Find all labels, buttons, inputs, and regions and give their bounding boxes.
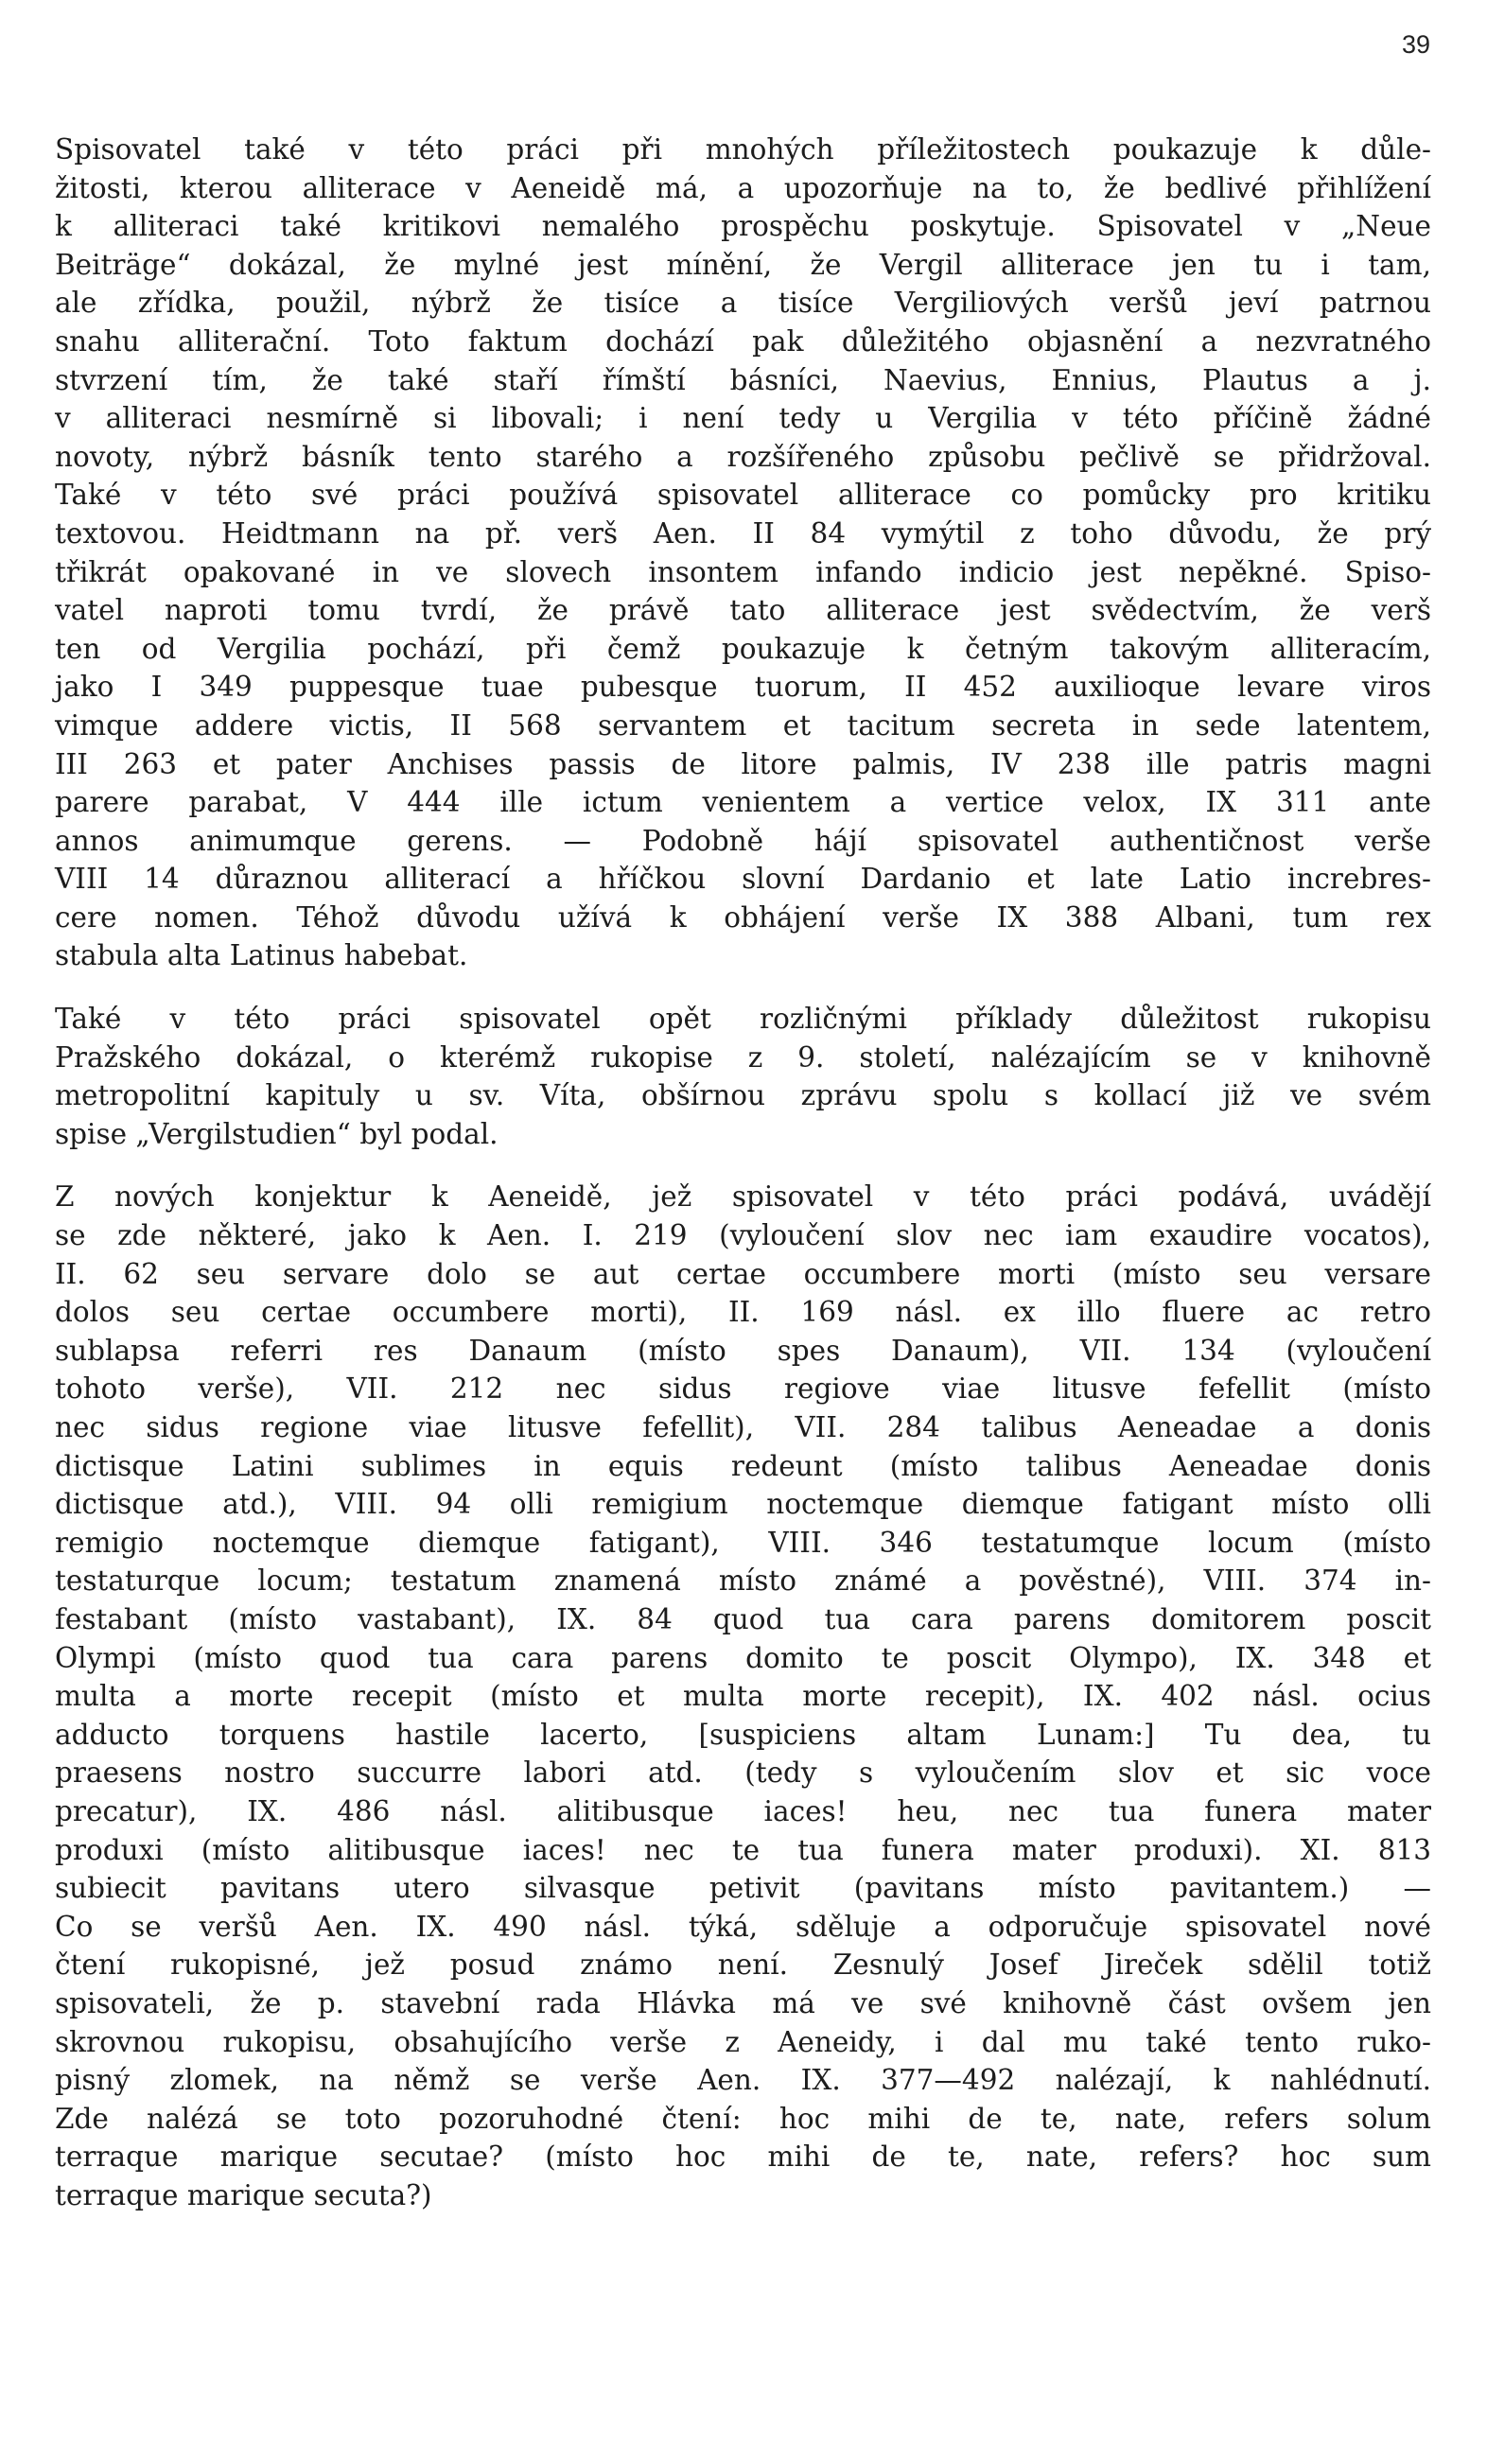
text-line: snahu alliterační. Toto faktum dochází pak důležitého objasnění a nezvratného	[55, 324, 1431, 358]
text-line: dictisque Latini sublimes in equis redeunt (místo talibus Aeneadae donis	[55, 1449, 1431, 1482]
body-text	[55, 131, 1431, 2214]
text-line: III 263 et pater Anchises passis de litore palmis, IV 238 ille patris magni	[55, 747, 1431, 780]
text-line: čtení rukopisné, jež posud známo není. Zesnulý Josef Jireček sdělil totiž	[55, 1948, 1431, 1982]
text-line: ten od Vergilia pochází, při čemž poukazuje k četným takovým alliteracím,	[55, 632, 1431, 665]
text-line: novoty, nýbrž básník tento starého a rozšířeného způsobu pečlivě se přidržoval.	[55, 440, 1431, 473]
paragraph-prague-manuscript	[55, 1000, 1431, 1153]
text-line: se zde některé, jako k Aen. I. 219 (vyloučení slov nec iam exaudire vocatos),	[55, 1219, 1431, 1252]
text-line: žitosti, kterou alliterace v Aeneidě má, a upozorňuje na to, že bedlivé přihlížení	[55, 171, 1431, 204]
text-line: třikrát opakované in ve slovech insontem infando indicio jest nepěkné. Spiso-	[55, 555, 1431, 588]
page-number: 39	[1401, 30, 1430, 59]
text-line: skrovnou rukopisu, obsahujícího verše z Aeneidy, i dal mu také tento ruko-	[55, 2025, 1431, 2058]
text-line: Také v této práci spisovatel opět rozličnými příklady důležitost rukopisu	[55, 1003, 1431, 1036]
text-line: sublapsa referri res Danaum (místo spes Danaum), VII. 134 (vyloučení	[55, 1334, 1431, 1367]
text-line: multa a morte recepit (místo et multa morte recepit), IX. 402 násl. ocius	[55, 1680, 1431, 1713]
paragraph-alliteration	[55, 131, 1431, 975]
text-line: textovou. Heidtmann na př. verš Aen. II 84 vymýtil z toho důvodu, že prý	[55, 516, 1431, 550]
text-line: dictisque atd.), VIII. 94 olli remigium noctemque diemque fatigant místo olli	[55, 1488, 1431, 1521]
text-line: Z nových konjektur k Aeneidě, jež spisovatel v této práci podává, uvádějí	[55, 1180, 1431, 1214]
text-line: tohoto verše), VII. 212 nec sidus regiove viae litusve fefellit (místo	[55, 1372, 1431, 1406]
text-line: festabant (místo vastabant), IX. 84 quod tua cara parens domitorem poscit	[55, 1602, 1431, 1635]
text-line: stvrzení tím, že také staří římští básníci, Naevius, Ennius, Plautus a j.	[55, 363, 1431, 396]
text-line: v alliteraci nesmírně si libovali; i není tedy u Vergilia v této příčině žádné	[55, 402, 1431, 435]
text-line: Olympi (místo quod tua cara parens domito te poscit Olympo), IX. 348 et	[55, 1641, 1431, 1674]
text-line: spise „Vergilstudien“ byl podal.	[55, 1117, 499, 1150]
text-line: produxi (místo alitibusque iaces! nec te tua funera mater produxi). XI. 813	[55, 1833, 1431, 1866]
text-line: Také v této své práci používá spisovatel alliterace co pomůcky pro kritiku	[55, 479, 1431, 512]
text-line: annos animumque gerens. — Podobně hájí spisovatel authentičnost verše	[55, 824, 1431, 857]
text-line: terraque marique secuta?)	[55, 2178, 432, 2211]
text-line: Spisovatel také v této práci při mnohých příležitostech poukazuje k důle-	[55, 133, 1431, 166]
text-line: stabula alta Latinus habebat.	[55, 939, 468, 972]
text-line: Pražského dokázal, o kterémž rukopise z 9. století, nalézajícím se v knihovně	[55, 1040, 1431, 1074]
text-line: k alliteraci také kritikovi nemalého prospěchu poskytuje. Spisovatel v „Neue	[55, 210, 1431, 243]
paragraph-conjectures	[55, 1178, 1431, 2214]
text-line: Co se veršů Aen. IX. 490 násl. týká, sděluje a odporučuje spisovatel nové	[55, 1910, 1431, 1943]
text-line: ale zřídka, použil, nýbrž že tisíce a tisíce Vergiliových veršů jeví patrnou	[55, 287, 1431, 320]
text-line: spisovateli, že p. stavební rada Hlávka má ve své knihovně část ovšem jen	[55, 1986, 1431, 2019]
text-line: metropolitní kapituly u sv. Víta, obšírnou zprávu spolu s kollací již ve svém	[55, 1079, 1431, 1112]
text-line: precatur), IX. 486 násl. alitibusque iaces! heu, nec tua funera mater	[55, 1794, 1431, 1827]
text-line: terraque marique secutae? (místo hoc mihi de te, nate, refers? hoc sum	[55, 2141, 1431, 2174]
text-line: II. 62 seu servare dolo se aut certae occumbere morti (místo seu versare	[55, 1257, 1431, 1290]
text-line: dolos seu certae occumbere morti), II. 169 násl. ex illo fluere ac retro	[55, 1296, 1431, 1329]
text-line: VIII 14 důraznou alliterací a hříčkou slovní Dardanio et late Latio increbres-	[55, 863, 1431, 896]
text-line: vimque addere victis, II 568 servantem et tacitum secreta in sede latentem,	[55, 708, 1431, 742]
text-line: subiecit pavitans utero silvasque petivit (pavitans místo pavitantem.) —	[55, 1872, 1431, 1905]
text-line: adducto torquens hastile lacerto, [suspiciens altam Lunam:] Tu dea, tu	[55, 1718, 1431, 1751]
text-line: pisný zlomek, na němž se verše Aen. IX. 377—492 nalézají, k nahlédnutí.	[55, 2064, 1431, 2097]
text-line: jako I 349 puppesque tuae pubesque tuorum, II 452 auxilioque levare viros	[55, 671, 1431, 704]
text-line: Beiträge“ dokázal, že mylné jest mínění, že Vergil alliterace jen tu i tam,	[55, 248, 1431, 281]
text-line: praesens nostro succurre labori atd. (tedy s vyloučením slov et sic voce	[55, 1756, 1431, 1790]
text-line: vatel naproti tomu tvrdí, že právě tato alliterace jest svědectvím, že verš	[55, 594, 1431, 627]
text-line: nec sidus regione viae litusve fefellit), VII. 284 talibus Aeneadae a donis	[55, 1411, 1431, 1443]
text-line: cere nomen. Téhož důvodu užívá k obhájení verše IX 388 Albani, tum rex	[55, 900, 1431, 934]
text-line: testaturque locum; testatum znamená místo známé a pověstné), VIII. 374 in-	[55, 1564, 1431, 1598]
text-line: Zde nalézá se toto pozoruhodné čtení: hoc mihi de te, nate, refers solum	[55, 2102, 1431, 2135]
text-line: parere parabat, V 444 ille ictum venientem a vertice velox, IX 311 ante	[55, 786, 1431, 819]
text-line: remigio noctemque diemque fatigant), VIII. 346 testatumque locum (místo	[55, 1526, 1431, 1559]
